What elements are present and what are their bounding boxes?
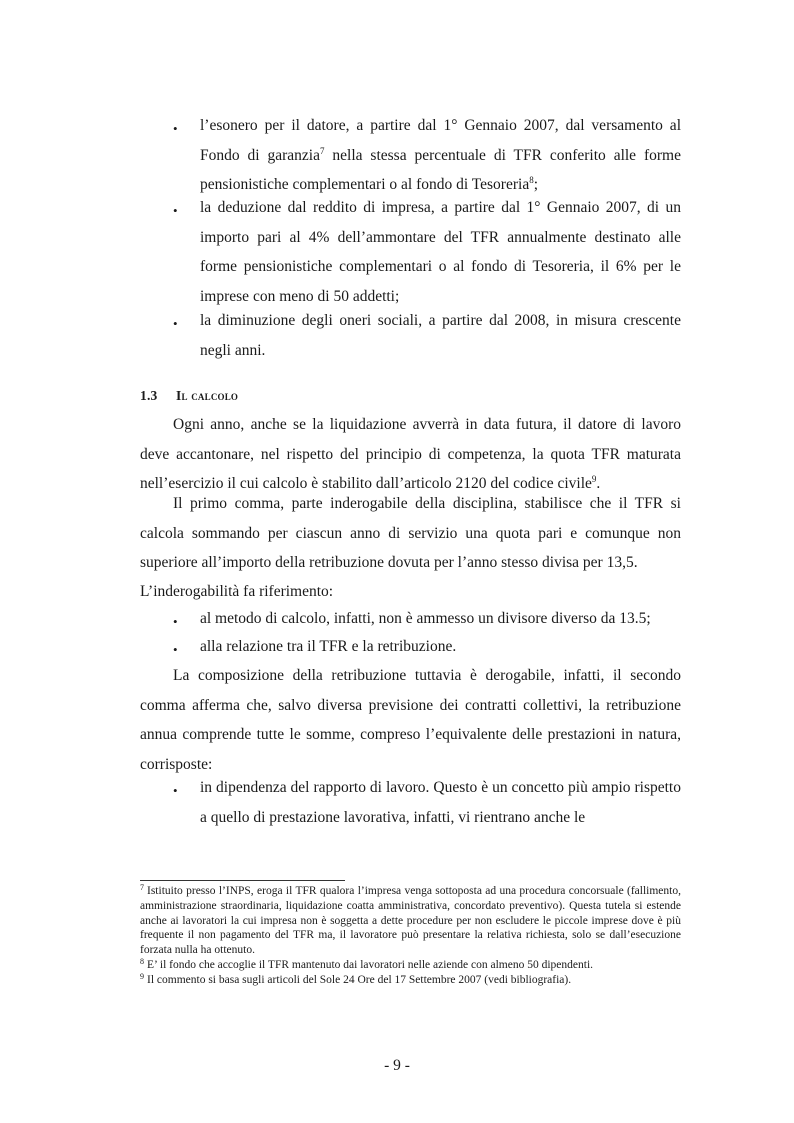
paragraph-primo-comma: Il primo comma, parte inderogabile della disciplina, stabilisce che il TFR si calcola sommando per ciascun anno di servizio una quota pari e comunque non superiore all’importo della retribuzione dovuta per l’anno stesso divisa per 13,5. — [140, 495, 681, 571]
footnote-7: $^7$ Istituito presso l’INPS, eroga il TFR qualora l’impresa venga sottoposta ad una procedura concorsuale (fallimento, amministrazione straordinaria, liquidazione coatta amministrativa, concordato preventivo). Questa tutela si estende anche ai lavoratori la cui impresa non è soggetta a dette procedure per non escludere le piccole imprese dove è più frequente il non pagamento del TFR ma, il lavoratore può presentare la relativa richiesta, solo se dall’esecuzione forzata nulla ha ottenuto. — [140, 883, 681, 957]
bullet-marker: • — [173, 614, 178, 629]
footnote-9: $^9$ Il commento si basa sugli articoli del Sole 24 Ore del 17 Settembre 2007 (vedi bibliografia). — [140, 971, 572, 986]
paragraph-ogni-anno: Ogni anno, anche se la liquidazione avverrà in data futura, il datore di lavoro deve accantonare, nel rispetto del principio di competenza, la quota TFR maturata nell’esercizio il cui calcolo è stabilito dall’articolo 2120 del codice civile$^9$. — [140, 416, 681, 492]
footnotes — [140, 884, 681, 988]
bullet-item-deduzione: la deduzione dal reddito di impresa, a partire dal 1° Gennaio 2007, di un importo pari al 4% dell’ammontare del TFR annualmente destinato alle forme pensionistiche complementari o al fondo di Tesoreria, il 6% per le imprese con meno di 50 addetti; — [200, 199, 681, 305]
section-title: Il calcolo — [176, 388, 239, 403]
bullet-marker: • — [173, 121, 178, 136]
footnote-ref-8: 8 — [529, 175, 534, 185]
bullet-marker: • — [173, 316, 178, 331]
footnote-ref-7: 7 — [319, 145, 325, 156]
bullet-item-metodo: al metodo di calcolo, infatti, non è ammesso un divisore diverso da 13.5; — [200, 610, 651, 627]
section-heading — [140, 388, 238, 404]
bullet-marker: • — [173, 783, 178, 798]
bullet-item-dipendenza: in dipendenza del rapporto di lavoro. Questo è un concetto più ampio rispetto a quello di prestazione lavorativa, infatti, vi rientrano anche le — [200, 779, 681, 826]
bullet-item-esonero: l’esonero per il datore, a partire dal 1° Gennaio 2007, dal versamento al Fondo di garanzia$^7$ nella stessa percentuale di TFR conferito alle forme pensionistiche complementari o al fondo di Tesoreria$^8$; — [200, 117, 681, 193]
page-number: - 9 - — [384, 1057, 410, 1074]
bullet-item-relazione: alla relazione tra il TFR e la retribuzione. — [200, 638, 457, 655]
paragraph-composizione: La composizione della retribuzione tuttavia è derogabile, infatti, il secondo comma afferma che, salvo diversa previsione dei contratti collettivi, la retribuzione annua comprende tutte le somme, compreso l’equivalente delle prestazioni in natura, corrisposte: — [140, 667, 681, 773]
footnote-separator — [140, 880, 345, 881]
bullet-marker: • — [173, 203, 178, 218]
paragraph-inderogabilita: L’inderogabilità fa riferimento: — [140, 583, 334, 600]
bullet-marker: • — [173, 642, 178, 657]
footnote-8: $^8$ E’ il fondo che accoglie il TFR mantenuto dai lavoratori nelle aziende con almeno 50 dipendenti. — [140, 956, 594, 971]
section-number: 1.3 — [140, 388, 158, 403]
bullet-item-oneri: la diminuzione degli oneri sociali, a partire dal 2008, in misura crescente negli anni. — [200, 312, 681, 359]
footnote-ref-9: 9 — [591, 474, 597, 484]
